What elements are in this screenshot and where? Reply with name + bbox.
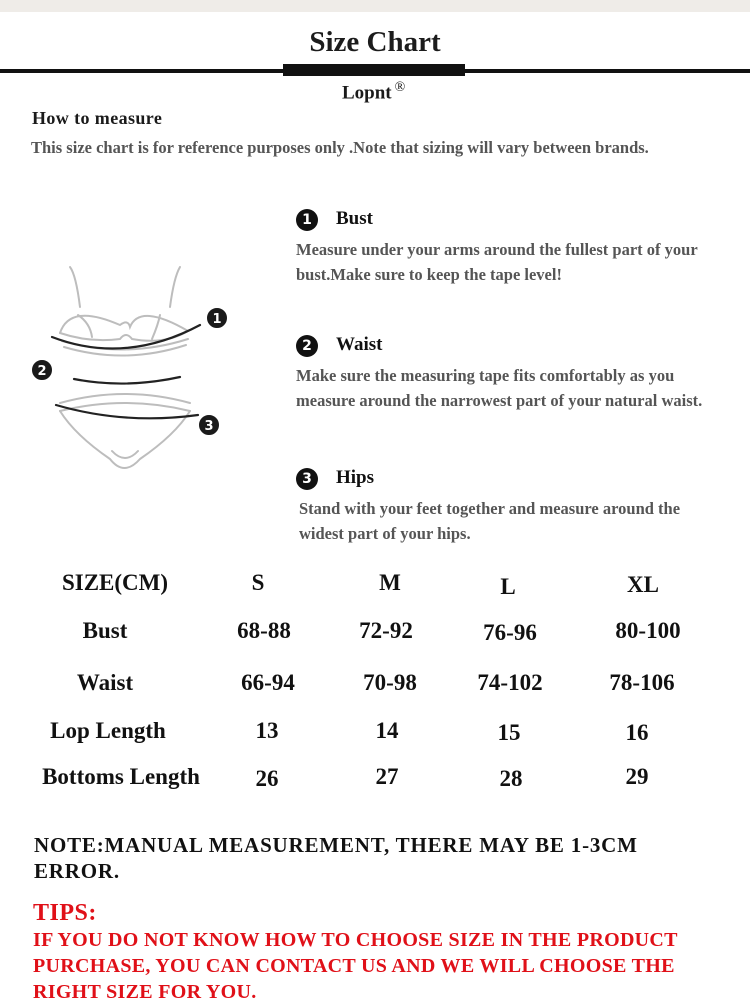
table-row-label: Waist <box>76 670 134 695</box>
top-band <box>0 0 750 12</box>
step-waist <box>296 334 726 413</box>
step-title: Hips <box>336 467 375 488</box>
step-description: Stand with your feet together and measure around the widest part of your hips. <box>299 498 681 543</box>
brand-name: Lopnt ® <box>342 80 406 104</box>
table-header-cell: L <box>500 574 516 599</box>
step-title: Bust <box>336 208 373 229</box>
table-cell: 27 <box>375 764 399 789</box>
svg-text:3: 3 <box>204 419 214 434</box>
table-cell: 74-102 <box>477 670 543 695</box>
figure-marker-3 <box>198 414 220 436</box>
table-cell: 66-94 <box>241 670 295 695</box>
how-to-measure-heading: How to measure <box>32 108 163 128</box>
table-cell: 29 <box>625 764 649 789</box>
table-cell: 26 <box>255 766 279 791</box>
step-number-badge: 3 <box>296 468 318 490</box>
step-description: Make sure the measuring tape fits comfortably as you measure around the narrowest part of your natural waist. <box>296 365 703 410</box>
table-header-cell: XL <box>627 572 659 597</box>
table-header-cell: M <box>379 570 401 595</box>
intro-text: This size chart is for reference purposes only .Note that sizing will vary between brands. <box>31 138 649 157</box>
table-cell: 80-100 <box>615 618 681 643</box>
measurement-note: NOTE:MANUAL MEASUREMENT, THERE MAY BE 1-3CM ERROR. <box>34 833 638 883</box>
table-header-cell: SIZE(CM) <box>61 570 169 595</box>
title-rule-accent <box>283 64 465 76</box>
step-description: Measure under your arms around the fullest part of your bust.Make sure to keep the tape level! <box>296 239 698 284</box>
tips-heading: TIPS: <box>33 900 97 926</box>
table-cell: 78-106 <box>609 670 675 695</box>
table-cell: 28 <box>499 766 523 791</box>
step-hips <box>296 467 726 546</box>
table-cell: 68-88 <box>237 618 291 643</box>
svg-text:2: 2 <box>37 364 47 379</box>
table-cell: 16 <box>625 720 649 745</box>
table-row-label: Lop Length <box>50 718 166 743</box>
step-title: Waist <box>336 334 383 355</box>
step-number-badge: 1 <box>296 209 318 231</box>
step-number-badge: 2 <box>296 335 318 357</box>
page-title: Size Chart <box>309 26 441 58</box>
table-cell: 76-96 <box>483 620 537 645</box>
table-cell: 70-98 <box>363 670 417 695</box>
tips-text: IF YOU DO NOT KNOW HOW TO CHOOSE SIZE IN THE PRODUCT PURCHASE, YOU CAN CONTACT US AND WE WILL CHOOSE THE RIGHT SIZE FOR YOU. <box>33 929 678 1003</box>
table-row-label: Bust <box>82 618 128 643</box>
figure-marker-2 <box>31 359 53 381</box>
figure-marker-1 <box>206 307 228 329</box>
svg-text:1: 1 <box>212 312 222 327</box>
table-row-label: Bottoms Length <box>42 764 200 789</box>
table-header-cell: S <box>251 570 265 595</box>
step-bust <box>296 208 726 287</box>
bikini-illustration <box>20 255 240 495</box>
table-cell: 72-92 <box>359 618 413 643</box>
table-cell: 15 <box>497 720 521 745</box>
registered-mark: ® <box>394 80 406 95</box>
table-cell: 13 <box>255 718 279 743</box>
table-cell: 14 <box>375 718 399 743</box>
